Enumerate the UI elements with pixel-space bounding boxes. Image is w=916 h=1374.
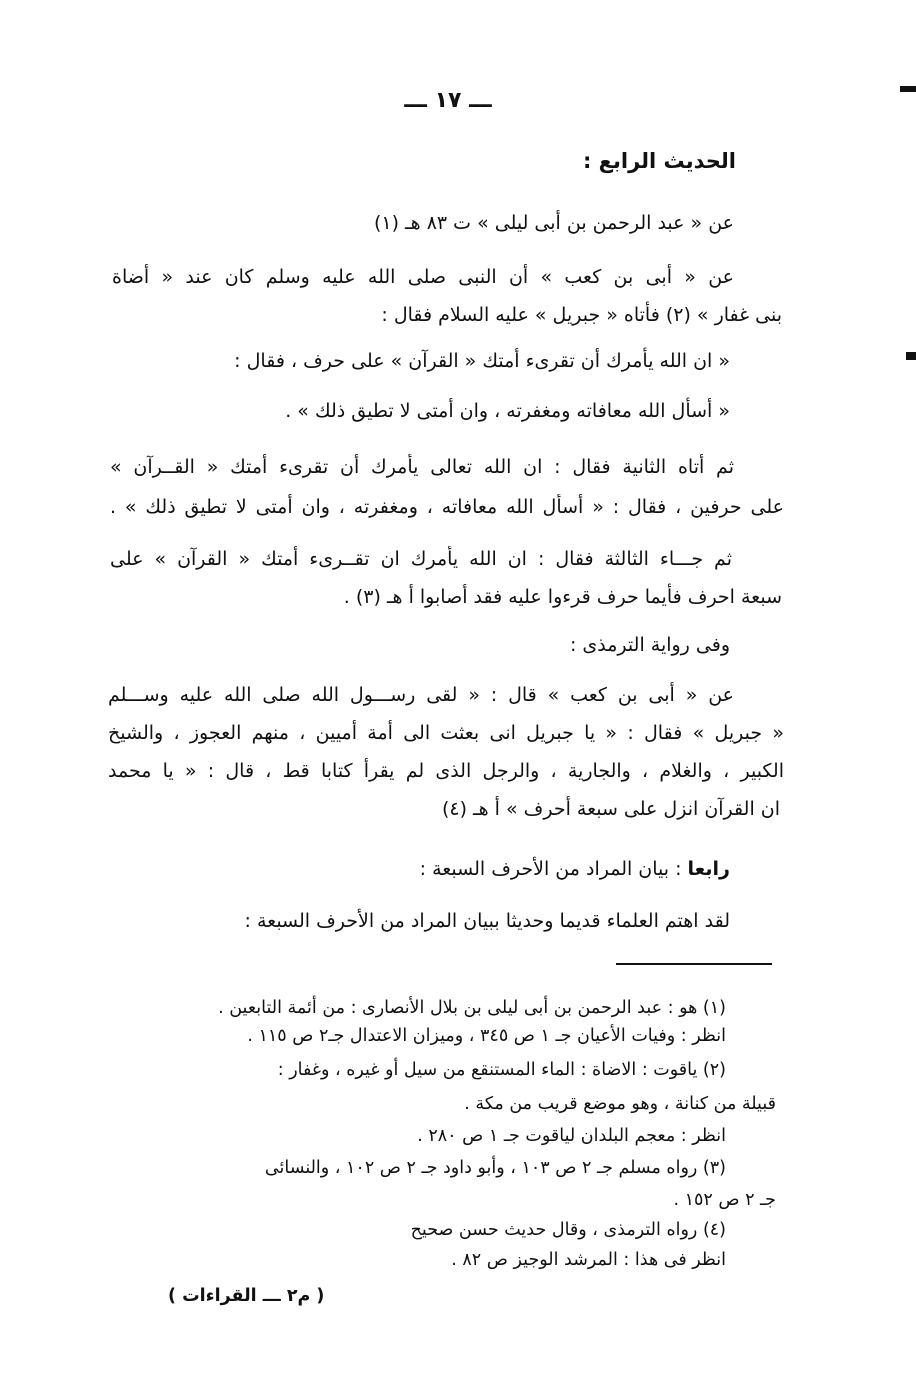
quote-line: « ان الله يأمرك أن تقرىء أمتك « القرآن » على حرف ، فقال : <box>234 350 730 372</box>
paragraph-line: الكبير ، والغلام ، والجارية ، والرجل الذى لم يقرأ كتابا قط ، قال : « يا محمد <box>108 760 784 782</box>
paragraph-line: لقد اهتم العلماء قديما وحديثا ببيان المراد من الأحرف السبعة : <box>244 910 730 932</box>
footnote-separator <box>616 963 772 965</box>
paragraph-line: ثم جـــاء الثالثة فقال : ان الله يأمرك ان تقــرىء أمتك « القرآن » على <box>110 548 732 570</box>
signature-mark: ( م٢ ـــ القراءات ) <box>168 1286 325 1306</box>
section-title: الحديث الرابع : <box>582 149 736 173</box>
footnote-line: جـ ٢ ص ١٥٢ . <box>673 1190 776 1210</box>
paragraph-line: ان القرآن انزل على سبعة أحرف » أ هـ (٤) <box>441 798 780 820</box>
footnote-line: (٤) رواه الترمذى ، وقال حديث حسن صحيح <box>410 1220 726 1240</box>
quote-line: « أسأل الله معافاته ومغفرته ، وان أمتى لا تطيق ذلك » . <box>285 400 730 422</box>
footnote-line: انظر فى هذا : المرشد الوجيز ص ٨٢ . <box>451 1250 726 1270</box>
footnote-line: انظر : وفيات الأعيان جـ ١ ص ٣٤٥ ، وميزان الاعتدال جـ٢ ص ١١٥ . <box>247 1026 726 1046</box>
footnote-line: (٣) رواه مسلم جـ ٢ ص ١٠٣ ، وأبو داود جـ ٢ ص ١٠٢ ، والنسائى <box>264 1158 726 1178</box>
chain-line: عن « عبد الرحمن بن أبى ليلى » ت ٨٣ هـ (١) <box>373 212 734 234</box>
paragraph-line: على حرفين ، فقال : « أسأل الله معافاته ، ومغفرته ، وان أمتى لا تطيق ذلك » . <box>110 496 784 518</box>
footnote-line: قبيلة من كنانة ، وهو موضع قريب من مكة . <box>464 1094 776 1114</box>
rabian-label: رابعا <box>687 858 730 880</box>
rabian-text: : بيان المراد من الأحرف السبعة : <box>419 858 688 880</box>
footnote-line: انظر : معجم البلدان لياقوت جـ ١ ص ٢٨٠ . <box>417 1126 726 1146</box>
footnote-line: (١) هو : عبد الرحمن بن أبى ليلى بن بلال الأنصارى : من أئمة التابعين . <box>218 998 726 1018</box>
paragraph-line: بنى غفار » (٢) فأتاه « جبريل » عليه السلام فقال : <box>381 304 782 326</box>
paragraph-line: سبعة احرف فأيما حرف قرءوا عليه فقد أصابوا أ هـ (٣) . <box>343 586 782 608</box>
paragraph-line: عن « أبى بن كعب » قال : « لقى رســـول الله صلى الله عليه وســـلم <box>108 684 734 706</box>
paragraph-line: عن « أبى بن كعب » أن النبى صلى الله عليه وسلم كان عند « أضاة <box>112 266 734 288</box>
subheading-tirmidhi: وفى رواية الترمذى : <box>569 634 730 656</box>
paragraph-line: « جبريل » فقال : « يا جبريل انى بعثت الى أمة أميين ، منهم العجوز ، والشيخ <box>108 722 784 744</box>
scan-edge-mark <box>906 352 916 360</box>
footnote-line: (٢) ياقوت : الاضاة : الماء المستنقع من سيل أو غيره ، وغفار : <box>277 1060 726 1080</box>
paragraph-line: ثم أتاه الثانية فقال : ان الله تعالى يأمرك أن تقرىء أمتك « القــرآن » <box>110 456 734 478</box>
scan-edge-mark <box>900 86 916 92</box>
section-rabian <box>420 856 730 882</box>
page-number: ـــ ١٧ ـــ <box>404 88 492 113</box>
